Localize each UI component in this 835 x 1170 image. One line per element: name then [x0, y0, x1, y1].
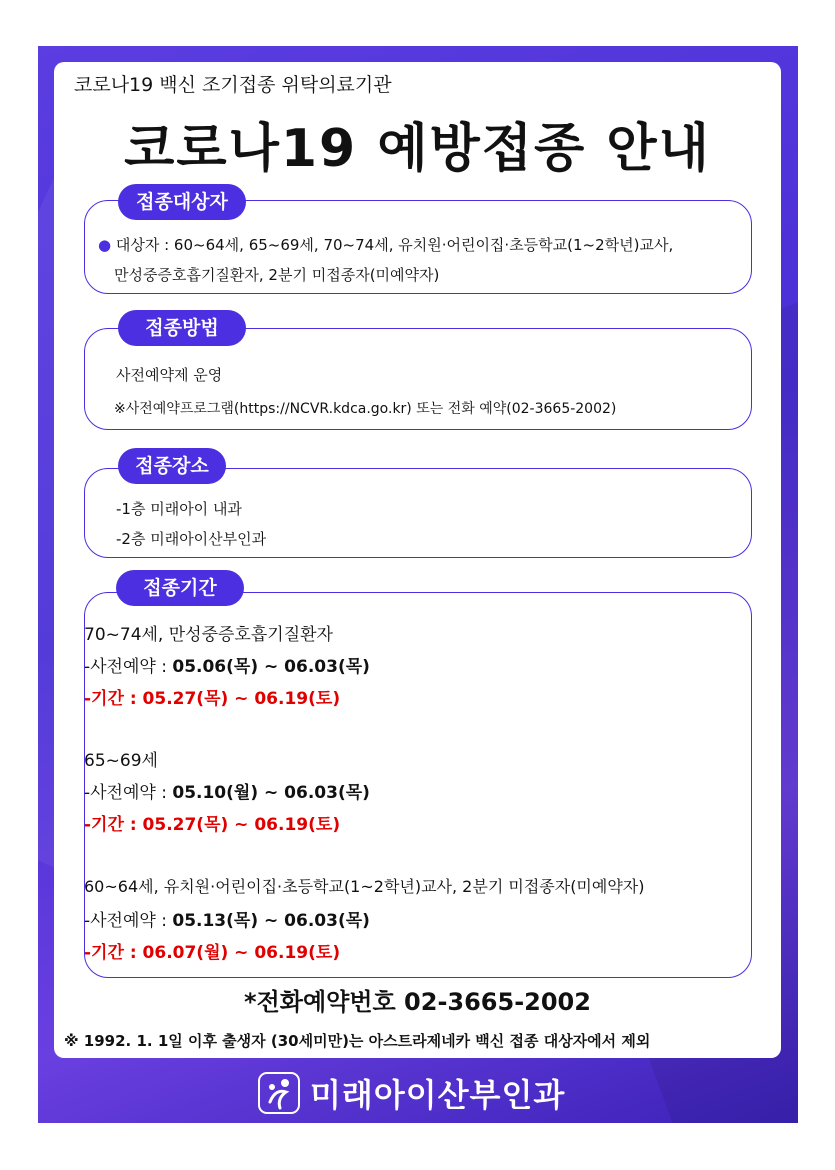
- method-line-1: 사전예약제 운영: [116, 366, 223, 384]
- reserve-prefix: -사전예약 :: [84, 911, 173, 931]
- target-line-1: [98, 234, 673, 255]
- group-3-reserve: [84, 906, 370, 931]
- target-text-1: 대상자 : 60~64세, 65~69세, 70~74세, 유치원·어린이집·초등학교(1~2학년)교사,: [115, 236, 674, 254]
- reserve-prefix: -사전예약 :: [84, 657, 173, 677]
- exclusion-note: ※ 1992. 1. 1일 이후 출생자 (30세미만)는 아스트라제네카 백신 접종 대상자에서 제외: [64, 1032, 651, 1050]
- place-line-1: -1층 미래아이 내과: [116, 500, 242, 518]
- clinic-logo-icon: [258, 1072, 300, 1114]
- method-label: 접종방법: [118, 310, 246, 346]
- method-line-2: ※사전예약프로그램(https://NCVR.kdca.go.kr) 또는 전화 예약(02-3665-2002): [114, 401, 617, 417]
- clinic-name: 미래아이산부인과: [310, 1076, 566, 1114]
- group-2-period: -기간 : 05.27(목) ~ 06.19(토): [84, 815, 341, 835]
- reserve-dates: 05.13(목) ~ 06.03(목): [172, 911, 370, 931]
- group-3-title: 60~64세, 유치원·어린이집·초등학교(1~2학년)교사, 2분기 미접종자(미예약자): [84, 877, 645, 896]
- footer-brand: [258, 1068, 565, 1118]
- reserve-dates: 05.10(월) ~ 06.03(목): [172, 783, 370, 803]
- period-label: 접종기간: [116, 570, 244, 606]
- reserve-prefix: -사전예약 :: [84, 783, 173, 803]
- subtitle: 코로나19 백신 조기접종 위탁의료기관: [74, 74, 392, 96]
- reserve-dates: 05.06(목) ~ 06.03(목): [172, 657, 370, 677]
- target-line-2: 만성중증호흡기질환자, 2분기 미접종자(미예약자): [114, 266, 440, 284]
- page-title: 코로나19 예방접종 안내: [124, 119, 711, 179]
- group-2-title: 65~69세: [84, 751, 158, 771]
- group-3-period: -기간 : 06.07(월) ~ 06.19(토): [84, 943, 341, 963]
- target-label: 접종대상자: [118, 184, 246, 220]
- bullet-icon: ●: [98, 236, 116, 254]
- group-1-reserve: [84, 652, 370, 677]
- group-1-title: 70~74세, 만성중증호흡기질환자: [84, 625, 333, 645]
- phone-reservation: *전화예약번호 02-3665-2002: [244, 988, 591, 1016]
- place-label: 접종장소: [118, 448, 226, 484]
- group-2-reserve: [84, 778, 370, 803]
- place-line-2: -2층 미래아이산부인과: [116, 530, 267, 548]
- group-1-period: -기간 : 05.27(목) ~ 06.19(토): [84, 689, 341, 709]
